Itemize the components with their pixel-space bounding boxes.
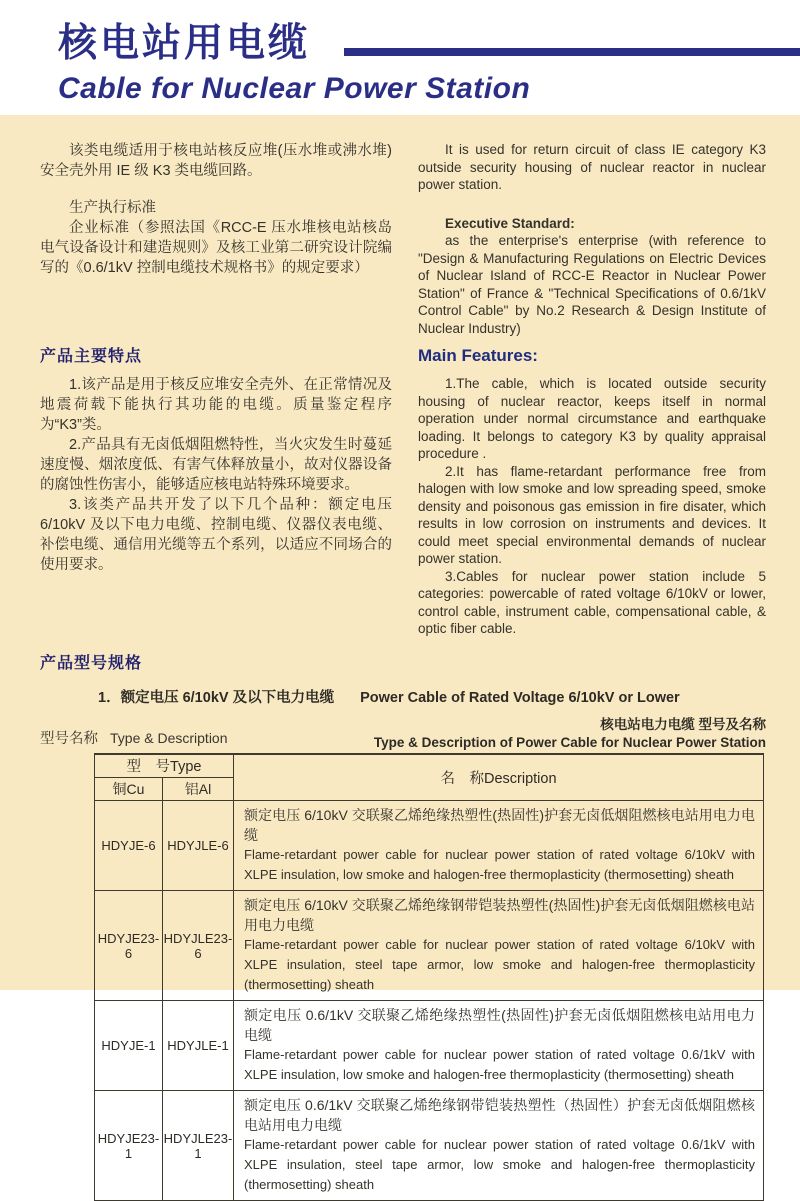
- intro-column-en: [418, 141, 766, 337]
- intro-section: [40, 141, 766, 337]
- table-caption-left-en: Type & Description: [110, 730, 228, 746]
- feature-item-zh: 1.该产品是用于核反应堆安全壳外、在正常情况及地震荷载下能执行其功能的电缆。质量鉴定程序为“K3”类。: [40, 375, 392, 435]
- description-zh: 额定电压 6/10kV 交联聚乙烯绝缘钢带铠装热塑性(热固性)护套无卤低烟阻燃核电站用电力电缆: [244, 895, 755, 935]
- intro-paragraph-en: It is used for return circuit of class IE category K3 outside security housing of nuclear reactor in nuclear power station.: [418, 141, 766, 194]
- features-column-zh: [40, 375, 392, 638]
- type-cu-cell: HDYJE23-6: [95, 891, 163, 1001]
- table-caption-right: [374, 713, 766, 750]
- feature-item-en: 1.The cable, which is located outside security housing of nuclear reactor, keeps itself in normal operation under normal circumstance and earthquake loading. It belongs to category K3 by quality appraisal procedure .: [418, 375, 766, 463]
- production-standard-body-zh: 企业标准（参照法国《RCC-E 压水堆核电站核岛电气设备设计和建造规则》及核工业第二研究设计院编写的《0.6/1kV 控制电缆技术规格书》的规定要求）: [40, 218, 392, 278]
- models-subheading-zh: 1．额定电压 6/10kV 及以下电力电缆: [98, 690, 334, 706]
- description-zh: 额定电压 0.6/1kV 交联聚乙烯绝缘钢带铠装热塑性（热固性）护套无卤低烟阻燃核电站用电力电缆: [244, 1095, 755, 1135]
- table-caption-left-zh: 型号名称: [40, 731, 98, 747]
- intro-paragraph-zh: 该类电缆适用于核电站核反应堆(压水堆或沸水堆)安全壳外用 IE 级 K3 类电缆回路。: [40, 141, 392, 181]
- description-cell: [234, 891, 764, 1001]
- type-cu-cell: HDYJE-1: [95, 1001, 163, 1091]
- feature-item-en: 2.It has flame-retardant performance free from halogen with low smoke and low spreading speed, smoke density and poisonous gas emission in fire disater, which results in low corrosion on instruments and devices. It could meet special environmental demands of nuclear power station.: [418, 463, 766, 568]
- table-caption-row: [40, 713, 766, 750]
- type-al-cell: HDYJLE23-6: [163, 891, 234, 1001]
- page-title-en: Cable for Nuclear Power Station: [58, 72, 800, 106]
- description-en: Flame-retardant power cable for nuclear power station of rated voltage 0.6/1kV with XLPE insulation, steel tape armor, low smoke and halogen-free thermoplasticity (thermosetting) sheath: [244, 1135, 755, 1195]
- content-panel: [0, 115, 800, 990]
- description-zh: 额定电压 6/10kV 交联聚乙烯绝缘热塑性(热固性)护套无卤低烟阻燃核电站用电力电缆: [244, 805, 755, 845]
- feature-item-zh: 3.该类产品共开发了以下几个品种：额定电压 6/10kV 及以下电力电缆、控制电缆、仪器仪表电缆、补偿电缆、通信用光缆等五个系列，以适应不同场合的使用要求。: [40, 495, 392, 575]
- table-row: [95, 1001, 764, 1091]
- table-header-copper: 铜Cu: [95, 778, 163, 801]
- table-header-description: 名 称Description: [234, 754, 764, 801]
- features-heading-row: [40, 343, 766, 366]
- table-row: [95, 801, 764, 891]
- type-al-cell: HDYJLE23-1: [163, 1091, 234, 1201]
- table-caption-right-en: Type & Description of Power Cable for Nuclear Power Station: [374, 735, 766, 750]
- models-table: [94, 753, 764, 1201]
- executive-standard-title: Executive Standard:: [418, 215, 766, 233]
- type-al-cell: HDYJLE-6: [163, 801, 234, 891]
- production-standard-title-zh: 生产执行标准: [40, 198, 392, 218]
- description-cell: [234, 1091, 764, 1201]
- table-header-aluminum: 铝Al: [163, 778, 234, 801]
- features-heading-zh: 产品主要特点: [40, 343, 392, 366]
- feature-item-zh: 2.产品具有无卤低烟阻燃特性，当火灾发生时蔓延速度慢、烟浓度低、有害气体释放量小，故对仪器设备的腐蚀性伤害小，能够适应核电站特殊环境要求。: [40, 435, 392, 495]
- table-row: [95, 1091, 764, 1201]
- features-heading-en: Main Features:: [418, 346, 766, 366]
- description-cell: [234, 1001, 764, 1091]
- table-caption-left: [40, 727, 228, 750]
- type-cu-cell: HDYJE23-1: [95, 1091, 163, 1201]
- models-subheading-en: Power Cable of Rated Voltage 6/10kV or Lower: [360, 690, 680, 706]
- executive-standard-body: as the enterprise's enterprise (with reference to "Design & Manufacturing Regulations on Electric Devices of Nuclear Island of RCC-E Reactor in Nuclear Power Station" of France & "Technical Specifications of 0.6/1kV Control Cable" by No.2 Research & Design Institute of Nuclear Industry): [418, 232, 766, 337]
- intro-column-zh: [40, 141, 392, 337]
- description-cell: [234, 801, 764, 891]
- title-underline-rule: [344, 48, 800, 56]
- feature-item-en: 3.Cables for nuclear power station include 5 categories: powercable of rated voltage 6/10kV or lower, control cable, instrument cable, compensational cable, & optic fiber cable.: [418, 568, 766, 638]
- description-en: Flame-retardant power cable for nuclear power station of rated voltage 6/10kV with XLPE insulation, low smoke and halogen-free thermoplasticity (thermosetting) sheath: [244, 845, 755, 885]
- description-en: Flame-retardant power cable for nuclear power station of rated voltage 0.6/1kV with XLPE insulation, low smoke and halogen-free thermoplasticity (thermosetting) sheath: [244, 1045, 755, 1085]
- models-subheading: [40, 686, 766, 707]
- description-zh: 额定电压 0.6/1kV 交联聚乙烯绝缘热塑性(热固性)护套无卤低烟阻燃核电站用电力电缆: [244, 1005, 755, 1045]
- features-section: [40, 375, 766, 638]
- models-heading: 产品型号规格: [40, 650, 766, 673]
- type-al-cell: HDYJLE-1: [163, 1001, 234, 1091]
- features-column-en: [418, 375, 766, 638]
- table-header-type: 型 号Type: [95, 754, 234, 778]
- description-en: Flame-retardant power cable for nuclear power station of rated voltage 6/10kV with XLPE insulation, steel tape armor, low smoke and halogen-free thermoplasticity (thermosetting) sheath: [244, 935, 755, 995]
- page-header: [0, 0, 800, 115]
- type-cu-cell: HDYJE-6: [95, 801, 163, 891]
- table-caption-right-zh: 核电站电力电缆 型号及名称: [374, 713, 766, 733]
- page-title-zh: 核电站用电缆: [58, 24, 332, 63]
- table-row: [95, 891, 764, 1001]
